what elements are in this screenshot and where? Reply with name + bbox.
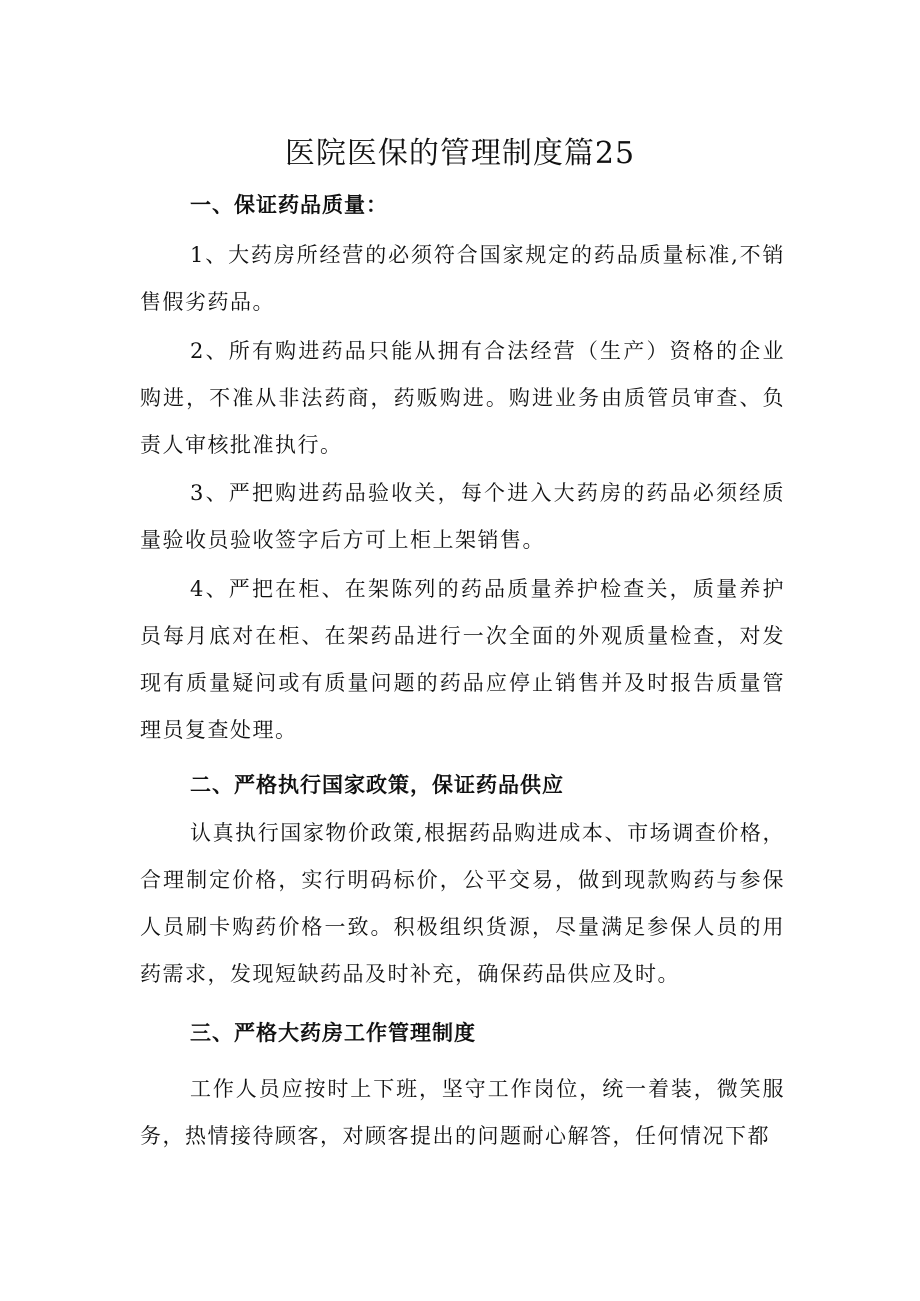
paragraph-3-1: 工作人员应按时上下班，坚守工作岗位，统一着装，微笑服务，热情接待顾客，对顾客提出的问题耐心解答，任何情况下都 xyxy=(140,1077,785,1148)
section-heading-2: 二、严格执行国家政策，保证药品供应 xyxy=(190,772,564,797)
section-heading-1: 一、保证药品质量： xyxy=(190,192,388,217)
section-heading-3: 三、严格大药房工作管理制度 xyxy=(190,1020,476,1045)
paragraph-1-4: 4、严把在柜、在架陈列的药品质量养护检查关，质量养护员每月底对在柜、在架药品进行一次全面的外观质量检查，对发现有质量疑问或有质量问题的药品应停止销售并及时报告质量管理员复查处理。 xyxy=(140,577,785,742)
paragraph-1-1: 1、大药房所经营的必须符合国家规定的药品质量标准,不销售假劣药品。 xyxy=(140,243,785,314)
paragraph-2-1: 认真执行国家物价政策,根据药品购进成本、市场调查价格，合理制定价格，实行明码标价，公平交易，做到现款购药与参保人员刷卡购药价格一致。积极组织货源，尽量满足参保人员的用药需求，发现短缺药品及时补充，确保药品供应及时。 xyxy=(140,821,785,986)
document-title: 医院医保的管理制度篇25 xyxy=(284,136,636,171)
paragraph-1-3: 3、严把购进药品验收关，每个进入大药房的药品必须经质量验收员验收签字后方可上柜上架销售。 xyxy=(140,481,785,552)
paragraph-1-2: 2、所有购进药品只能从拥有合法经营（生产）资格的企业购进，不准从非法药商，药贩购进。购进业务由质管员审查、负责人审核批准执行。 xyxy=(140,339,785,457)
